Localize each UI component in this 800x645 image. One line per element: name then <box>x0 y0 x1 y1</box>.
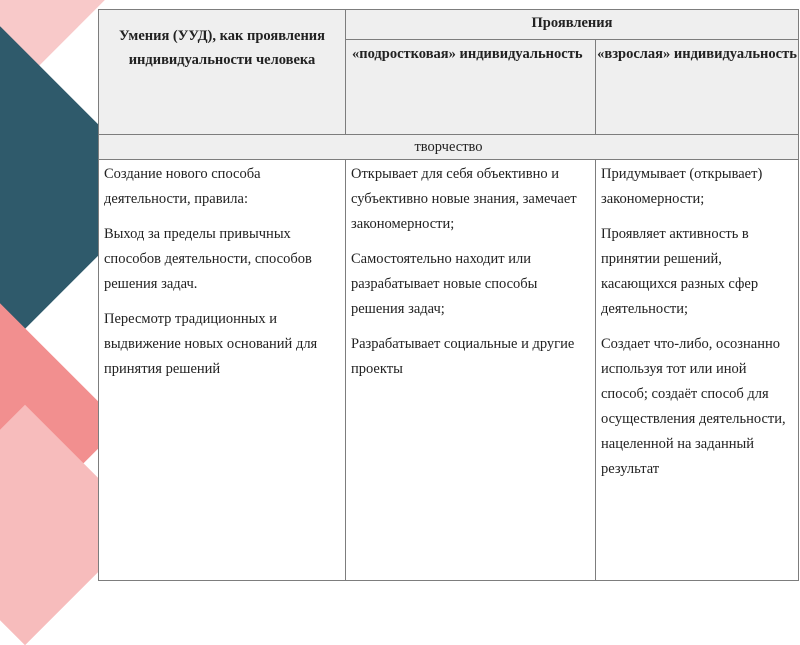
header-skills <box>99 10 346 135</box>
header-teen <box>346 39 596 134</box>
header-manifestations <box>346 10 799 40</box>
skills-paragraph: Создание нового способа деятельности, правила: <box>104 166 261 207</box>
skills-cell <box>99 160 346 581</box>
teen-paragraph: Самостоятельно находит или разрабатывает новые способы решения задач; <box>351 251 538 317</box>
adult-paragraph: Создает что-либо, осознанно используя тот или иной способ; создаёт способ для осуществления деятельности, нацеленной на заданный результат <box>601 336 786 477</box>
section-band-text: творчество <box>414 139 483 155</box>
adult-cell <box>596 160 799 581</box>
table-row <box>99 160 799 581</box>
skills-paragraph: Пересмотр традиционных и выдвижение новых оснований для принятия решений <box>104 311 318 377</box>
header-manifestations-text: Проявления <box>531 15 613 31</box>
header-skills-text: Умения (УУД), как проявления индивидуальности человека <box>118 28 325 68</box>
adult-paragraph: Придумывает (открывает) закономерности; <box>601 166 763 207</box>
adult-paragraph: Проявляет активность в принятии решений, касающихся разных сфер деятельности; <box>601 226 759 317</box>
teen-paragraph: Открывает для себя объективно и субъективно новые знания, замечает закономерности; <box>351 166 577 232</box>
header-teen-text: «подростковая» индивидуальность <box>352 45 583 62</box>
header-adult <box>596 39 799 134</box>
header-adult-text: «взрослая» индивидуальность <box>597 45 797 62</box>
teen-cell <box>346 160 596 581</box>
teen-paragraph: Разрабатывает социальные и другие проекты <box>351 336 575 377</box>
skills-paragraph: Выход за пределы привычных способов деятельности, способов решения задач. <box>104 226 312 292</box>
competencies-table <box>98 9 799 581</box>
section-band <box>99 135 799 160</box>
